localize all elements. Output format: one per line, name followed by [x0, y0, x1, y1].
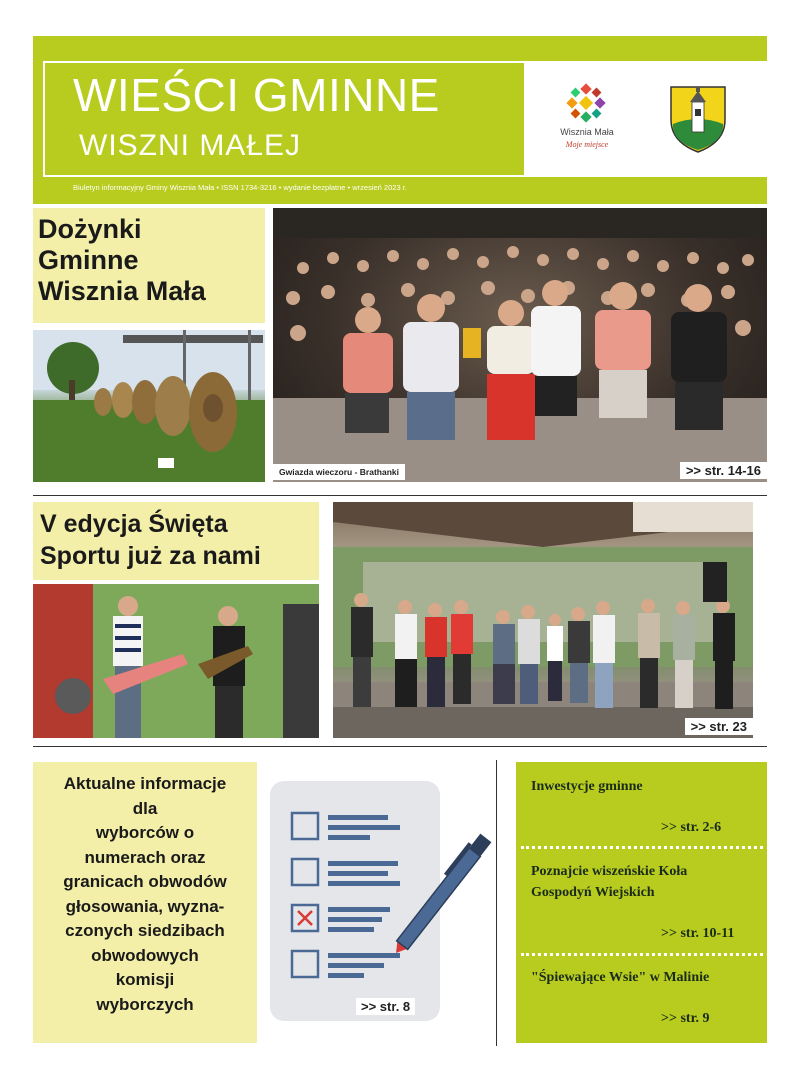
dozynki-headline: Dożynki Gminne Wisznia Mała: [38, 214, 206, 306]
page-ref-spiewajace-wsie: >> str. 9: [661, 1011, 710, 1026]
pen-icon: [387, 831, 491, 957]
page-ref-kgw: >> str. 10-11: [661, 926, 735, 941]
harvest-wreaths-photo: [33, 330, 265, 482]
logo-slogan: Moje miejsce: [565, 140, 609, 149]
page-ref-elections: >> str. 8: [356, 998, 415, 1015]
bulletin-info: Biuletyn informacyjny Gminy Wisznia Mała • ISSN 1734-3216 • wydanie bezpłatne • wrzesień 2023 r.: [73, 183, 407, 192]
page-ref-inwestycje: >> str. 2-6: [661, 820, 722, 835]
sport-headline: V edycja Święta Sportu już za nami: [40, 510, 261, 570]
newspaper-subtitle: WISZNI MAŁEJ: [79, 129, 302, 162]
brathanki-concert-photo: [273, 208, 767, 482]
page-ref-sport: >> str. 23: [685, 718, 753, 735]
wisznia-mala-logo-icon: [566, 83, 606, 123]
section-divider: [33, 746, 767, 747]
photo-caption: Gwiazda wieczoru - Brathanki: [273, 464, 405, 480]
newspaper-title: WIEŚCI GMINNE: [73, 69, 440, 121]
band-performance-photo: [33, 584, 319, 738]
dotted-separator: [521, 953, 763, 956]
sidebar-item-inwestycje[interactable]: Inwestycje gminne: [531, 779, 643, 794]
page-ref-dozynki: >> str. 14-16: [680, 462, 767, 479]
masthead-logo-panel: [524, 61, 767, 177]
elections-info-text: Aktualne informacje dla wyborców o numerach oraz granicach obwodów głosowania, wyzna- czonych siedzibach obwodowych komisji wyborczych: [63, 774, 227, 1014]
coat-of-arms-icon: [668, 84, 728, 154]
section-divider: [33, 495, 767, 496]
sport-festival-stage-photo: [333, 502, 753, 738]
dotted-separator: [521, 846, 763, 849]
logo-name: Wisznia Mała: [560, 127, 614, 137]
column-divider: [496, 760, 497, 1046]
sidebar-item-spiewajace-wsie[interactable]: "Śpiewające Wsie" w Malinie: [531, 970, 710, 985]
ballot-checklist-icon: [270, 781, 440, 1021]
sidebar-item-kgw[interactable]: Poznajcie wiszeńskie Koła Gospodyń Wiejskich: [531, 864, 688, 900]
